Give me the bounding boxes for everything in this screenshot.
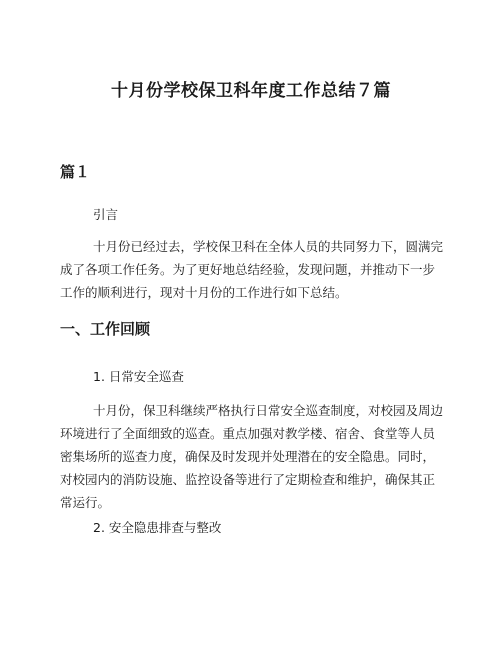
- item-2-title: 2. 安全隐患排查与整改: [93, 520, 222, 535]
- part-heading: 篇１: [60, 163, 91, 181]
- section-heading-work-review: 一、工作回顾: [60, 320, 151, 338]
- intro-paragraph: 十月份已经过去，学校保卫科在全体人员的共同努力下，圆满完成了各项工作任务。为了更好地总结经验，发现问题，并推动下一步工作的顺利进行，现对十月份的工作进行如下总结。: [60, 239, 444, 300]
- item-1-paragraph: 十月份，保卫科继续严格执行日常安全巡查制度，对校园及周边环境进行了全面细致的巡查。重点加强对教学楼、宿舍、食堂等人员密集场所的巡查力度，确保及时发现并处理潜在的安全隐患。同时，对校园内的消防设施、监控设备等进行了定期检查和维护，确保其正常运行。: [60, 403, 444, 510]
- document-title: 十月份学校保卫科年度工作总结７篇: [111, 81, 391, 101]
- intro-label: 引言: [93, 207, 119, 222]
- item-1-title: 1. 日常安全巡查: [93, 369, 184, 384]
